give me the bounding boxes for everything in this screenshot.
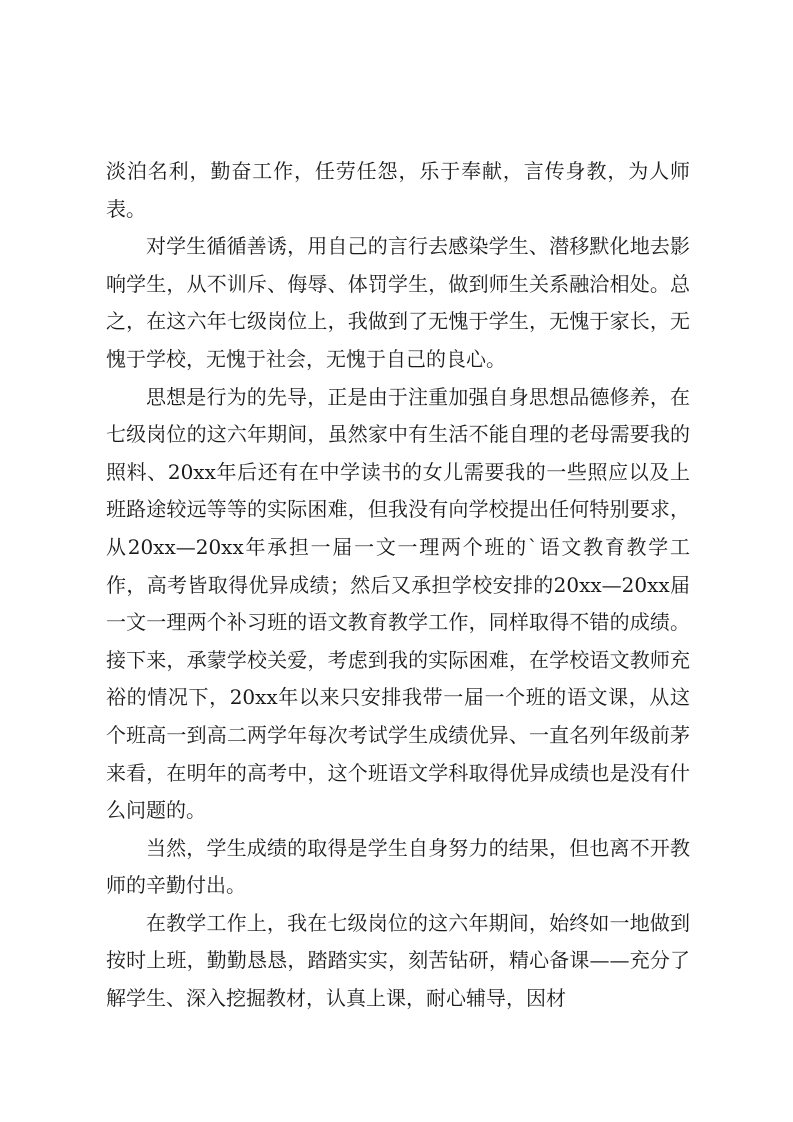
paragraph-2: 对学生循循善诱，用自己的言行去感染学生、潜移默化地去影响学生，从不训斥、侮辱、体罚学生，做到师生关系融洽相处。总之，在这六年七级岗位上，我做到了无愧于学生，无愧于家长，无愧于学校，无愧于社会，无愧于自己的良心。 bbox=[106, 234, 690, 371]
document-body bbox=[106, 153, 690, 1018]
paragraph-3: 思想是行为的先导，正是由于注重加强自身思想品德修养，在七级岗位的这六年期间，虽然家中有生活不能自理的老母需要我的照料、20xx年后还有在中学读书的女儿需要我的一些照应以及上班路途较远等等的实际困难，但我没有向学校提出任何特别要求，从20xx—20xx年承担一届一文一理两个班的`语文教育教学工作，高考皆取得优异成绩；然后又承担学校安排的20xx—20xx届一文一理两个补习班的语文教育教学工作，同样取得不错的成绩。接下来，承蒙学校关爱，考虑到我的实际困难，在学校语文教师充裕的情况下，20xx年以来只安排我带一届一个班的语文课，从这个班高一到高二两学年每次考试学生成绩优异、一直名列年级前茅来看，在明年的高考中，这个班语文学科取得优异成绩也是没有什么问题的。 bbox=[106, 384, 690, 823]
paragraph-5: 在教学工作上，我在七级岗位的这六年期间，始终如一地做到按时上班，勤勤恳恳，踏踏实实，刻苦钻研，精心备课——充分了解学生、深入挖掘教材，认真上课，耐心辅导，因材 bbox=[106, 910, 690, 1011]
paragraph-4: 当然，学生成绩的取得是学生自身努力的结果，但也离不开教师的辛勤付出。 bbox=[106, 835, 690, 898]
paragraph-1: 淡泊名利，勤奋工作，任劳任怨，乐于奉献，言传身教，为人师表。 bbox=[106, 159, 690, 221]
